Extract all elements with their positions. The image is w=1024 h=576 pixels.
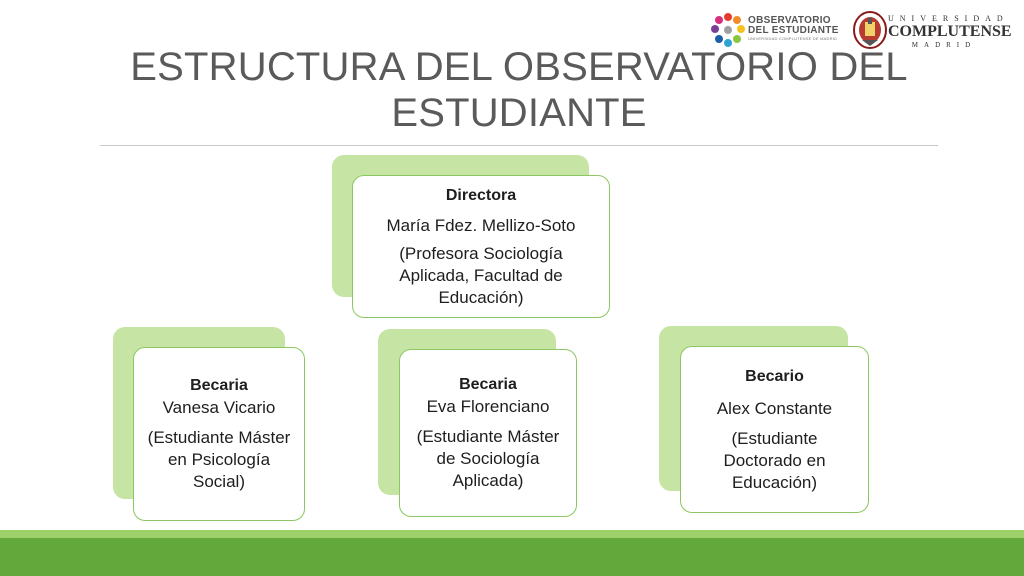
complutense-logo-line1: UNIVERSIDAD	[888, 14, 1009, 23]
node-name: María Fdez. Mellizo-Soto	[386, 215, 576, 235]
org-node-member-3	[659, 326, 869, 514]
footer-bar-light	[0, 530, 1024, 538]
title-divider	[100, 145, 938, 146]
node-detail: (Profesora Sociología Aplicada, Facultad de Educación)	[399, 243, 563, 307]
observatorio-logo-line3: UNIVERSIDAD COMPLUTENSE DE MADRID	[748, 36, 838, 41]
node-card	[399, 349, 577, 517]
observatorio-dots-icon	[710, 12, 746, 48]
observatorio-logo-line1: OBSERVATORIO	[748, 15, 831, 26]
title-line2: ESTUDIANTE	[391, 91, 647, 135]
observatorio-logo-text	[748, 16, 839, 42]
node-detail: (Estudiante Doctorado en Educación)	[723, 428, 826, 492]
org-node-director	[332, 155, 610, 320]
node-card	[133, 347, 305, 521]
node-role: Becario	[745, 367, 804, 385]
page-title	[100, 44, 938, 136]
node-card	[352, 175, 610, 318]
node-role: Becaria	[190, 377, 248, 394]
node-detail: (Estudiante Máster de Sociología Aplicada)	[416, 427, 560, 490]
complutense-logo-line2: COMPLUTENSE	[888, 23, 1012, 40]
node-name: Eva Florenciano	[426, 397, 550, 416]
node-name: Vanesa Vicario	[162, 398, 276, 417]
complutense-logo-line3: MADRID	[911, 41, 977, 49]
node-card	[680, 346, 869, 513]
node-name: Alex Constante	[716, 398, 833, 418]
observatorio-logo-line2: DEL ESTUDIANTE	[748, 25, 839, 36]
title-line1: ESTRUCTURA DEL OBSERVATORIO DEL	[130, 45, 908, 89]
footer-bar-dark	[0, 538, 1024, 576]
node-role: Directora	[445, 186, 517, 204]
org-node-member-2	[378, 329, 577, 518]
org-node-member-1	[113, 327, 305, 522]
node-role: Becaria	[459, 376, 517, 393]
node-detail: (Estudiante Máster en Psicología Social)	[147, 428, 291, 491]
